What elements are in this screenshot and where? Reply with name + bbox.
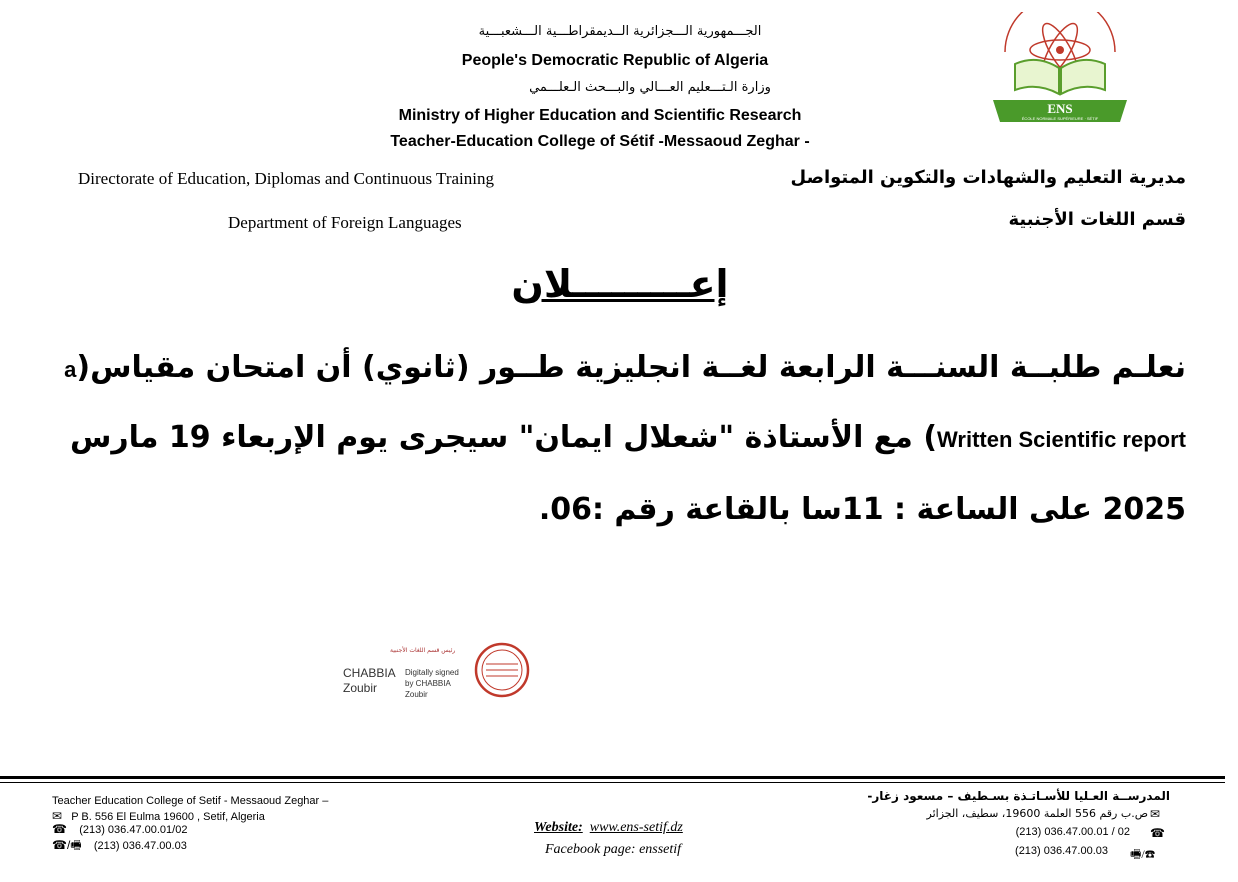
footer-phone-right: (213) 036.47.00.01 / 02 xyxy=(1015,826,1130,838)
footer-address-ar: ص.ب رقم 556 العلمة 19600، سطيف، الجزائر xyxy=(926,807,1148,820)
module-name: Written Scientific report xyxy=(937,427,1186,452)
announcement-line-3: 2025 على الساعة : 11سا بالقاعة رقم :06. xyxy=(538,492,1186,527)
header-republic-en: People's Democratic Republic of Algeria xyxy=(461,52,769,69)
announcement-line-1 xyxy=(64,350,1186,385)
footer-phone: ☎ (213) 036.47.00.01/02 xyxy=(52,822,188,836)
phone-icon: ☎ xyxy=(52,822,67,836)
footer-divider-thin xyxy=(0,782,1225,783)
directorate-en: Directorate of Education, Diplomas and Continuous Training xyxy=(78,169,494,188)
fax-icon: ☎/🖷 xyxy=(52,838,82,852)
footer-fax: ☎/🖷 (213) 036.47.00.03 xyxy=(52,838,187,852)
website-label: Website: xyxy=(534,820,583,835)
header-ministry-en: Ministry of Higher Education and Scientific Research xyxy=(398,107,802,124)
website-link[interactable]: www.ens-setif.dz xyxy=(589,820,683,835)
announcement-line-2 xyxy=(70,420,1186,455)
logo-book-left xyxy=(1015,60,1059,94)
signature-caption: رئيس قسم اللغات الأجنبية xyxy=(390,647,456,654)
footer-address-title: Teacher Education College of Setif - Messaoud Zeghar – xyxy=(52,795,329,807)
footer-website xyxy=(534,820,683,836)
header-college-en: Teacher-Education College of Sétif -Messaoud Zeghar - xyxy=(390,133,810,150)
footer-address-title-ar: المدرســة العـليا للأسـاتـذة بسـطيف – مسعود زغار- xyxy=(867,789,1170,803)
footer-fax-right: (213) 036.47.00.03 xyxy=(1015,845,1108,857)
signature-name: CHABBIA Zoubir xyxy=(343,666,396,695)
announcement-title: إعـــــــــلان xyxy=(511,262,729,306)
footer-address: ✉ P B. 556 El Eulma 19600 , Setif, Algeria xyxy=(52,809,265,823)
logo-text: ENS xyxy=(1047,101,1073,116)
ens-logo xyxy=(985,12,1135,130)
footer-divider xyxy=(0,776,1225,779)
logo-book-right xyxy=(1061,60,1105,94)
department-ar: قسم اللغات الأجنبية xyxy=(1008,209,1186,230)
envelope-icon: ✉ xyxy=(1150,807,1161,821)
directorate-ar: مديرية التعليم والشهادات والتكوين المتواصل xyxy=(790,167,1186,188)
announcement-line-1-text: نعلـم طلبــة السنـــة الرابعة لغــة انجليزية طــور (ثانوي) أن امتحان مقياس( xyxy=(76,350,1186,385)
department-en: Department of Foreign Languages xyxy=(228,213,462,232)
fax-icon: 🖷/☎ xyxy=(1130,847,1156,861)
header-republic-ar: الجـــمهورية الـــجزائرية الــديمقراطـــية الـــشعبـــية xyxy=(478,24,762,39)
header-ministry-ar: وزارة الـتـــعليم العـــالي والبـــحث الـعلـــمي xyxy=(529,80,771,95)
phone-icon: ☎ xyxy=(1150,826,1165,840)
footer-facebook: Facebook page: enssetif xyxy=(545,842,682,857)
signature-note: Digitally signed by CHABBIA Zoubir xyxy=(405,668,459,699)
announcement-line-2-text: ) مع الأستاذة "شعلال ايمان" سيجرى يوم الإربعاء 19 مارس xyxy=(69,420,938,455)
announcement-line-1-latin: a xyxy=(64,357,77,382)
envelope-icon: ✉ xyxy=(52,809,63,823)
logo-subtext: ÉCOLE NORMALE SUPÉRIEURE · SÉTIF xyxy=(1021,116,1099,121)
